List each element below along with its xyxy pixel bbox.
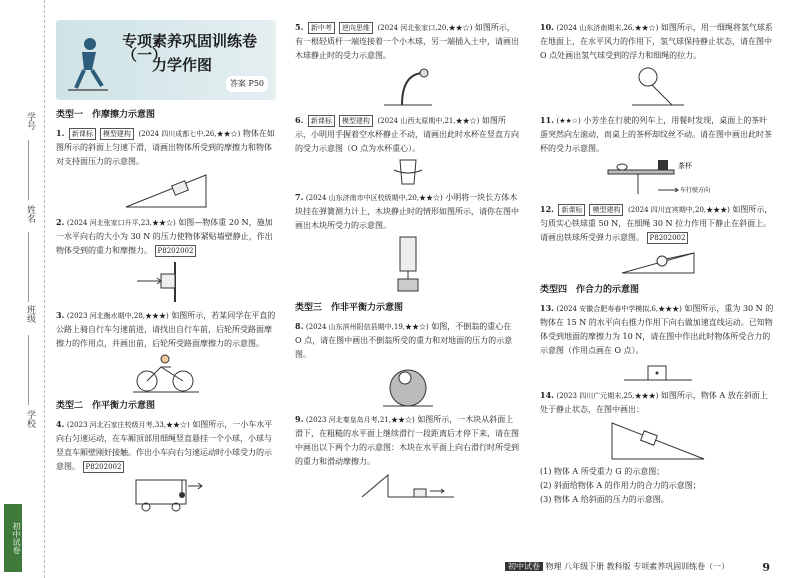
question-7	[295, 190, 520, 295]
runner-illustration	[62, 32, 112, 92]
question-text: 如图所示，重为 30 N 的物体在 15 N 的水平向右推力作用下向右做加速直线运动。已知物体受到地面的摩擦力为 10 N，请在图中作出此时物体所受合力的示意图（作用点画在 O 点）。	[540, 304, 774, 355]
question-12	[540, 202, 775, 277]
tag-badge: 模型建构	[339, 115, 373, 127]
question-8	[295, 319, 520, 408]
question-text: 如图—物体重 20 N，施加一水平向右的大小为 30 N 的压力使物体紧贴墙壁静止，作出物体受到的重力和摩擦力。	[56, 218, 273, 255]
column-middle	[295, 20, 520, 505]
question-3	[56, 308, 276, 393]
question-source: (2024 四川宜宾期中,20,★★★)	[628, 206, 730, 214]
question-text: 如图所示，用一细绳将氢气球系在地面上，在水平风力的作用下，氢气球保持静止状态，请在图中 O 点处画出氢气球受到的浮力和细绳的拉力。	[540, 23, 773, 60]
question-14	[540, 388, 775, 507]
question-number: 1.	[56, 128, 65, 138]
question-source: (2023 四川广元期末,25,★★★)	[556, 392, 659, 400]
question-6	[295, 113, 520, 186]
question-source: (2023 河北秦皇岛月考,21,★★☆)	[305, 416, 415, 424]
train-table-figure	[598, 158, 718, 198]
question-source: (2024 山东济南期末,26,★★☆)	[556, 24, 659, 32]
question-text: 小芳坐在行驶的列车上，用餐时发现，桌面上的茶叶蛋突然向左滚动，而桌上的茶杯却纹丝不动。请在图中画出此时茶杯的受力示意图。	[540, 116, 772, 153]
section-title: 类型二 作平衡力示意图	[56, 401, 156, 411]
question-text: 物体在如图所示的斜面上匀速下滑，请画出物体所受到的摩擦力和物体对支持面压力的示意图。	[56, 129, 275, 166]
question-text: 如图所示，物体 A 放在斜面上处于静止状态，在图中画出：	[540, 391, 768, 414]
question-source: (2024 山西太原期中,21,★★☆)	[377, 117, 480, 125]
question-2	[56, 215, 276, 304]
footer-brand: 初中试卷	[505, 562, 543, 571]
tag-badge: 逆向思维	[339, 22, 373, 34]
tag-badge: 模型建构	[100, 128, 134, 140]
question-11	[540, 113, 775, 198]
name-label: 姓名	[25, 205, 35, 223]
question-number: 13.	[540, 303, 554, 313]
ball-slope-figure	[618, 247, 698, 277]
name-line	[28, 232, 29, 302]
question-source: (2024 安徽合肥寿春中学模拟,6,★★★)	[556, 305, 682, 313]
answer-reference: 答案 P50	[226, 76, 268, 92]
question-source: (2024 河北张家口,20,★★☆)	[377, 24, 473, 32]
footer-title: 专项素养巩固训练卷（一）	[633, 562, 730, 571]
direction-label: 车行驶方向	[679, 187, 710, 194]
question-number: 8.	[295, 321, 304, 331]
page-footer	[505, 561, 729, 572]
class-label: 班级	[25, 305, 35, 323]
spring-scale-figure	[388, 235, 428, 295]
question-source: (2023 河北石家庄校级月考,33,★★☆)	[66, 421, 190, 429]
question-1	[56, 126, 276, 211]
tag-badge: 新课标	[558, 204, 585, 216]
resource-code: P8202002	[647, 232, 689, 244]
resource-code: P8202002	[83, 461, 125, 473]
incline-a-figure	[608, 419, 708, 463]
question-source: (2024 四川成都七中,26,★★☆)	[138, 130, 241, 138]
question-5	[295, 20, 520, 109]
question-number: 2.	[56, 217, 65, 227]
balloon-figure	[628, 65, 688, 109]
question-text: 如图所示，有一根轻质杆一端连接着一个小木球，另一端插入土中，请画出木球静止时的受力示意图。	[295, 23, 519, 60]
question-source: (★★☆)	[556, 117, 581, 125]
section-title: 类型一 作摩擦力示意图	[56, 110, 156, 120]
column-left	[56, 20, 276, 516]
question-9	[295, 412, 520, 501]
banner-subtitle: 力学作图	[152, 56, 213, 74]
bicycle-figure	[131, 353, 201, 393]
school-label: 学校	[25, 410, 35, 428]
rod-ball-figure	[378, 65, 438, 109]
section-title: 类型三 作非平衡力示意图	[295, 303, 404, 313]
question-number: 3.	[56, 310, 65, 320]
tag-badge: 新中考	[308, 22, 335, 34]
question-text: 如图所示，一小车水平向右匀速运动，在车厢顶部用细绳竖直悬挂一个小球，小球与竖直车厢壁刚好接触。作出小车向右匀速运动时小球受力的示意图。	[56, 420, 273, 471]
question-text: 如图所示，小明用手握着空水杯静止不动，请画出此时水杯在竖直方向的受力示意图（O 点为水杯重心）。	[295, 116, 519, 153]
column-right	[540, 20, 775, 511]
brand-logo: 初中试卷	[4, 504, 22, 572]
question-number: 5.	[295, 22, 304, 32]
question-number: 11.	[540, 115, 554, 125]
question-text: 如图所示，若某同学在平直的公路上骑自行车匀速前进，请找出自行车前，后轮所受路面摩擦力的作用点，并画出前，后轮所受路面摩擦力的示意图。	[56, 311, 276, 348]
cup-label: 茶杯	[677, 162, 692, 170]
footer-edition: 教科版	[606, 562, 631, 571]
question-source: (2024 山东济南市中区校级期中,20,★★☆)	[305, 194, 443, 202]
sub-item: (1) 物体 A 所受重力 G 的示意图；	[540, 467, 665, 476]
question-4	[56, 417, 276, 512]
footer-subject: 物理	[545, 562, 562, 571]
question-source: (2023 河北衡水期中,28,★★★)	[66, 312, 169, 320]
class-line	[28, 335, 29, 405]
tag-badge: 新课标	[69, 128, 96, 140]
question-number: 12.	[540, 204, 554, 214]
question-source: (2024 山东滨州阳信县期中,19,★★☆)	[305, 323, 429, 331]
question-text: 如图，不倒翁的重心在 O 点，请在图中画出不倒翁所受的重力和对地面的压力的示意图。	[295, 322, 513, 359]
question-text: 小明将一块长方体木块挂在弹簧测力计上，木块静止时的情形如图所示，请你在图中画出木块所受力的示意图。	[295, 193, 519, 230]
sub-item: (2) 斜面给物体 A 的作用力的合力的示意图；	[540, 481, 701, 490]
question-13	[540, 301, 775, 384]
page-number: 9	[762, 561, 770, 574]
question-text: 如图所示，一木块从斜面上滑下，在粗糙的水平面上继续滑行一段距离后才停下来，请在图中画出以下两个力的示意图：木块在水平面上向右滑行时所受到的重力和滑动摩擦力。	[295, 415, 519, 466]
question-source: (2024 河北张家口升平,23,★★☆)	[66, 219, 176, 227]
question-number: 6.	[295, 115, 304, 125]
question-number: 4.	[56, 419, 65, 429]
tag-badge: 新课标	[308, 115, 335, 127]
banner-title: 专项素养巩固训练卷（一）	[122, 32, 258, 64]
question-number: 10.	[540, 22, 554, 32]
tumbler-toy-figure	[383, 364, 433, 408]
id-line	[28, 140, 29, 200]
resource-code: P8202002	[155, 245, 197, 257]
question-number: 14.	[540, 390, 554, 400]
footer-grade: 八年级下册	[564, 562, 605, 571]
question-number: 9.	[295, 414, 304, 424]
wall-block-figure	[131, 260, 201, 304]
cart-ball-figure	[126, 476, 206, 512]
question-10	[540, 20, 775, 109]
tag-badge: 模型建构	[589, 204, 623, 216]
id-label: 学号	[25, 112, 35, 130]
section-title: 类型四 作合力的示意图	[540, 285, 640, 295]
question-number: 7.	[295, 192, 304, 202]
block-floor-figure	[618, 360, 698, 384]
sub-item: (3) 物体 A 给斜面的压力的示意图。	[540, 495, 669, 504]
binding-margin	[0, 0, 45, 578]
title-banner	[56, 20, 276, 100]
hand-cup-figure	[388, 158, 428, 186]
slope-block-figure	[358, 471, 458, 501]
question-text: 如图所示，匀质实心铁球重 50 N，在细绳 30 N 拉力作用下静止在斜面上。请画出铁球所受弹力示意图。	[540, 205, 773, 242]
incline-block-figure	[121, 171, 211, 211]
